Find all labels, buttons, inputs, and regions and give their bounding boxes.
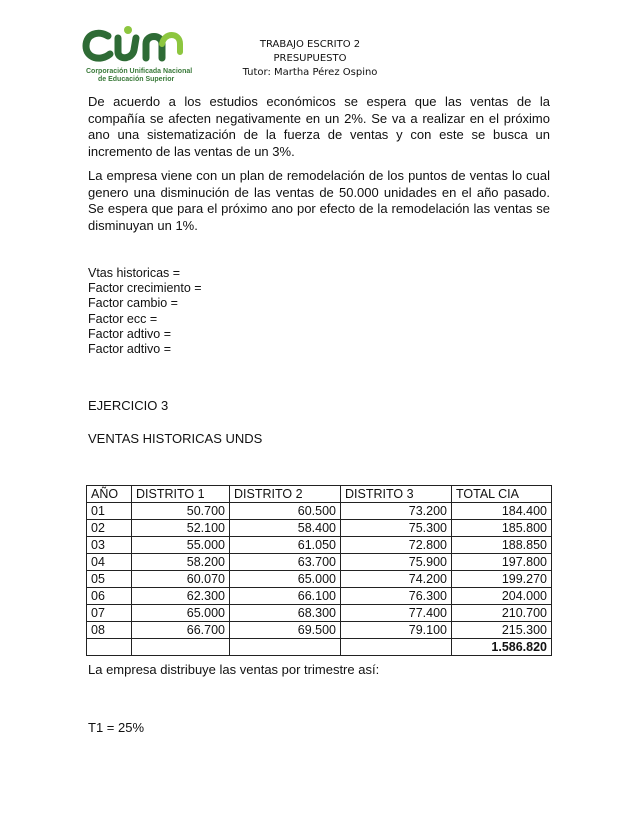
table-header-row	[87, 486, 552, 503]
empty-cell	[132, 639, 230, 656]
value-cell: 62.300	[132, 588, 230, 605]
variable-line: Factor cambio =	[88, 296, 178, 311]
total-cell: 184.400	[452, 503, 552, 520]
value-cell: 65.000	[132, 605, 230, 622]
year-cell: 06	[87, 588, 132, 605]
empty-cell	[87, 639, 132, 656]
header-subtitle: PRESUPUESTO	[273, 53, 347, 64]
table-total-row	[87, 639, 552, 656]
total-cell: 215.300	[452, 622, 552, 639]
value-cell: 73.200	[341, 503, 452, 520]
year-cell: 04	[87, 554, 132, 571]
historical-sales-table	[86, 485, 552, 656]
column-header: TOTAL CIA	[452, 486, 552, 503]
logo-caption	[86, 68, 204, 84]
total-cell: 185.800	[452, 520, 552, 537]
distribution-text: La empresa distribuye las ventas por trimestre así:	[88, 662, 380, 677]
table-row	[87, 503, 552, 520]
table-row	[87, 537, 552, 554]
table-row	[87, 571, 552, 588]
cun-logo-mark	[82, 22, 200, 68]
value-cell: 60.500	[230, 503, 341, 520]
value-cell: 50.700	[132, 503, 230, 520]
table-title: VENTAS HISTORICAS UNDS	[88, 431, 263, 446]
table-row	[87, 520, 552, 537]
table-row	[87, 605, 552, 622]
document-header	[230, 38, 390, 80]
variable-line: Factor ecc =	[88, 311, 158, 326]
value-cell: 55.000	[132, 537, 230, 554]
quarter-1-percentage: T1 = 25%	[88, 720, 145, 735]
total-cell: 197.800	[452, 554, 552, 571]
table-row	[87, 588, 552, 605]
total-cell: 204.000	[452, 588, 552, 605]
empty-cell	[341, 639, 452, 656]
value-cell: 68.300	[230, 605, 341, 622]
grand-total-cell: 1.586.820	[452, 639, 552, 656]
value-cell: 52.100	[132, 520, 230, 537]
value-cell: 79.100	[341, 622, 452, 639]
value-cell: 69.500	[230, 622, 341, 639]
table-row	[87, 554, 552, 571]
variables-list	[88, 266, 202, 357]
value-cell: 66.100	[230, 588, 341, 605]
paragraph-economic-studies: De acuerdo a los estudios económicos se espera que las ventas de la compañía se afecten negativamente en un 2%. Se va a realizar en el próximo ano una sistematización de la fuerza de ventas y con este se busca un incremento de las ventas de un 3%.	[88, 94, 550, 159]
empty-cell	[230, 639, 341, 656]
logo-caption-line1: Corporación Unificada Nacional	[86, 68, 193, 75]
value-cell: 72.800	[341, 537, 452, 554]
total-cell: 199.270	[452, 571, 552, 588]
header-title: TRABAJO ESCRITO 2	[259, 39, 361, 50]
variable-line: Vtas historicas =	[88, 266, 181, 280]
variable-line: Factor adtivo =	[88, 326, 172, 341]
value-cell: 65.000	[230, 571, 341, 588]
value-cell: 66.700	[132, 622, 230, 639]
value-cell: 77.400	[341, 605, 452, 622]
value-cell: 58.200	[132, 554, 230, 571]
value-cell: 76.300	[341, 588, 452, 605]
paragraph-remodeling-plan: La empresa viene con un plan de remodelación de los puntos de ventas lo cual genero una disminución de las ventas de 50.000 unidades en el año pasado. Se espera que para el próximo ano por efecto de la remodelación las ventas se disminuyan un 1%.	[88, 168, 550, 233]
variable-line: Factor crecimiento =	[88, 281, 202, 296]
column-header: DISTRITO 3	[341, 486, 452, 503]
column-header: DISTRITO 1	[132, 486, 230, 503]
year-cell: 02	[87, 520, 132, 537]
variable-line: Factor adtivo =	[88, 342, 172, 357]
value-cell: 63.700	[230, 554, 341, 571]
year-cell: 03	[87, 537, 132, 554]
year-cell: 01	[87, 503, 132, 520]
total-cell: 210.700	[452, 605, 552, 622]
value-cell: 75.300	[341, 520, 452, 537]
table-row	[87, 622, 552, 639]
logo-caption-line2: de Educación Superior	[98, 76, 175, 83]
value-cell: 75.900	[341, 554, 452, 571]
column-header: DISTRITO 2	[230, 486, 341, 503]
value-cell: 61.050	[230, 537, 341, 554]
total-cell: 188.850	[452, 537, 552, 554]
value-cell: 60.070	[132, 571, 230, 588]
value-cell: 58.400	[230, 520, 341, 537]
year-cell: 07	[87, 605, 132, 622]
value-cell: 74.200	[341, 571, 452, 588]
year-cell: 08	[87, 622, 132, 639]
year-cell: 05	[87, 571, 132, 588]
column-header: AÑO	[87, 486, 132, 503]
exercise-title: EJERCICIO 3	[88, 398, 169, 413]
header-tutor: Tutor: Martha Pérez Ospino	[242, 67, 378, 78]
cun-logo	[82, 22, 200, 94]
